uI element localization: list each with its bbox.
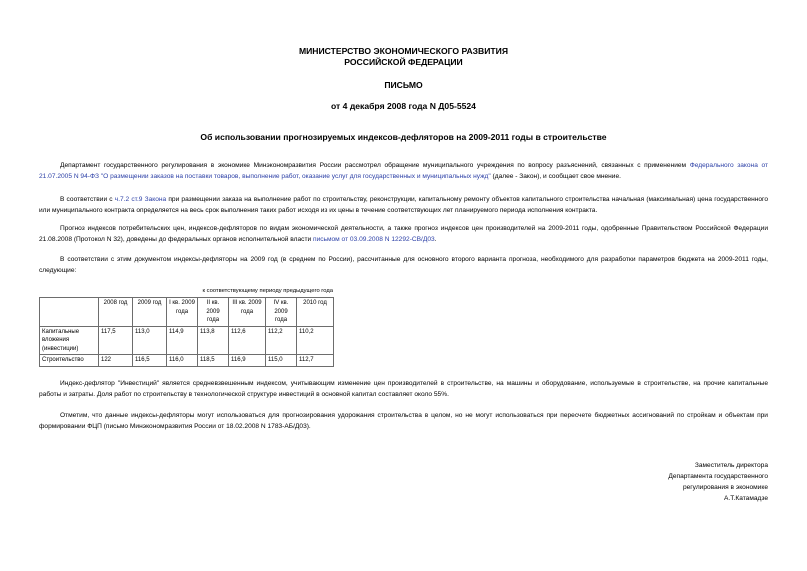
- ministry-name-line2: РОССИЙСКОЙ ФЕДЕРАЦИИ: [344, 57, 463, 67]
- signature-position-line3: регулирования в экономике: [682, 484, 768, 491]
- table-cell: 113,8: [198, 326, 229, 355]
- table-header-cell: IV кв. 2009 года: [266, 298, 297, 327]
- paragraph-2: [39, 194, 768, 216]
- document-type: ПИСЬМО: [384, 80, 423, 90]
- table-cell: 110,2: [297, 326, 334, 355]
- table-cell: 112,7: [297, 355, 334, 367]
- paragraph-3-text-a: Прогноз индексов потребительских цен, индексов-дефляторов по видам экономической деятельности, а также прогноз индексов цен производителей на 2009-2011 годы, одобренные Правительством Российской Федерации 21.08.2008 (Протокол N 32), доведены до федеральных органов исполнительной власти: [39, 225, 768, 243]
- table-row: [40, 326, 334, 355]
- paragraph-5: Индекс-дефлятор "Инвестиций" является средневзвешенным индексом, учитывающим изменение цен производителей в строительстве, на машины и оборудование, используемые в строительстве, на прочие капитальные работы и затраты. Доля работ по строительству в технологической структуре инвестиций в основной капитал составляет около 55%.: [39, 380, 768, 398]
- table-header-cell: II кв. 2009 года: [198, 298, 229, 327]
- paragraph-1-text-a: Департамент государственного регулирования в экономике Минэкономразвития России рассмотрел обращение муниципального учреждения по вопросу разъяснений, связанных с применением: [60, 162, 690, 169]
- table-cell: 115,0: [266, 355, 297, 367]
- document-subject: Об использовании прогнозируемых индексов-дефляторов на 2009-2011 годы в строительстве: [200, 132, 607, 142]
- table-cell: 112,2: [266, 326, 297, 355]
- table-header-row: [40, 298, 334, 327]
- table-header-cell: [40, 298, 99, 327]
- table-header-cell: I кв. 2009 года: [167, 298, 198, 327]
- table-cell: 112,6: [229, 326, 266, 355]
- document-date-number: от 4 декабря 2008 года N Д05-5524: [331, 101, 476, 111]
- table-row: [40, 355, 334, 367]
- table-cell: 114,9: [167, 326, 198, 355]
- table-cell: 116,9: [229, 355, 266, 367]
- paragraph-3-text-b: .: [434, 236, 437, 243]
- table-cell: 122: [99, 355, 133, 367]
- paragraph-1: [39, 160, 768, 182]
- federal-law-link[interactable]: Федерального закона от 21.07.2005 N 94-ФЗ "О размещении заказов на поставки товаров, выполнение работ, оказание услуг для государственных и муниципальных нужд": [39, 162, 769, 180]
- deflator-table: [39, 297, 334, 367]
- signature-name: А.Т.Катамадзе: [724, 495, 768, 502]
- signature-position-line2: Департамента государственного: [668, 473, 768, 480]
- letter-link[interactable]: письмом от 03.09.2008 N 12292-СВ/Д03: [313, 236, 435, 243]
- table-row-label: Строительство: [40, 355, 99, 367]
- table-header-cell: III кв. 2009 года: [229, 298, 266, 327]
- ministry-name-line1: МИНИСТЕРСТВО ЭКОНОМИЧЕСКОГО РАЗВИТИЯ: [298, 46, 509, 56]
- table-cell: 117,5: [99, 326, 133, 355]
- table-header-cell: 2009 год: [133, 298, 167, 327]
- paragraph-3: [39, 223, 768, 245]
- table-header-cell: 2008 год: [99, 298, 133, 327]
- table-cell: 116,5: [133, 355, 167, 367]
- table-cell: 118,5: [198, 355, 229, 367]
- table-cell: 116,0: [167, 355, 198, 367]
- signature-block: [600, 460, 768, 504]
- table-caption: к соответствующему периоду предыдущего года: [202, 288, 333, 294]
- paragraph-2-text-a: В соответствии с: [60, 196, 115, 203]
- law-article-link[interactable]: ч.7.2 ст.9 Закона: [114, 196, 167, 203]
- paragraph-1-text-b: (далее - Закон), и сообщает свое мнение.: [490, 173, 621, 180]
- paragraph-4: В соответствии с этим документом индексы-дефляторы на 2009 год (в среднем по России), рассчитанные для основного второго варианта прогноза, необходимого для разработки параметров бюджета на 2009-2011 годы, следующие:: [39, 256, 768, 274]
- table-header-cell: 2010 год: [297, 298, 334, 327]
- paragraph-6: Отметим, что данные индексы-дефляторы могут использоваться для прогнозирования удорожания строительства в целом, но не могут использоваться при пересчете бюджетных ассигнований по стройкам и объектам при формировании ФЦП (письмо Минэкономразвития России от 18.02.2008 N 1783-АБ/Д03).: [39, 412, 768, 430]
- table-cell: 113,0: [133, 326, 167, 355]
- paragraph-2-text-b: при размещении заказа на выполнение работ по строительству, реконструкции, капитальному ремонту объектов капитального строительства начальная (максимальная) цена государственного или муниципального контракта определяется на весь срок выполнения таких работ исходя из их цены в течение соответствующих лет планируемого периода исполнения контракта.: [39, 196, 768, 214]
- signature-position-line1: Заместитель директора: [694, 462, 768, 469]
- table-row-label: Капитальные вложения (инвестиции): [40, 326, 99, 355]
